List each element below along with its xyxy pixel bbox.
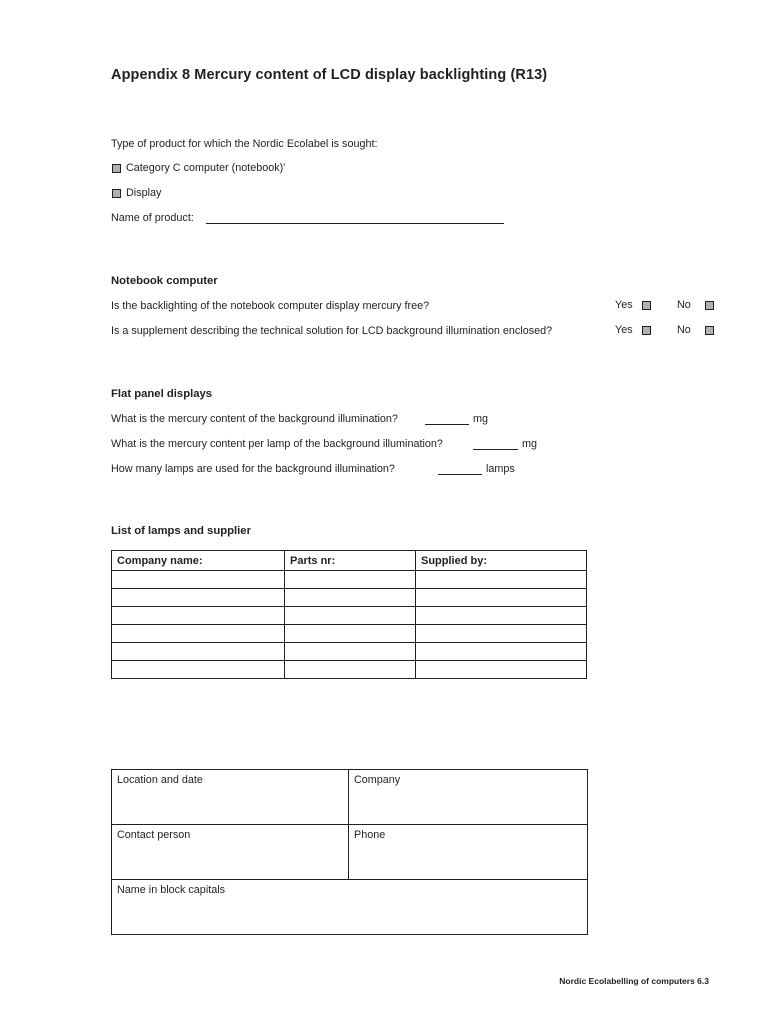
lamp-count-unit: lamps — [486, 463, 515, 475]
notebook-question-mercury-free: Is the backlighting of the notebook computer display mercury free? — [111, 300, 430, 312]
contact-person-field[interactable] — [112, 825, 349, 880]
phone-field[interactable] — [349, 825, 588, 880]
mercury-per-lamp-question: What is the mercury content per lamp of the background illumination? — [111, 438, 443, 450]
supplier-cell[interactable] — [416, 607, 587, 625]
mercury-per-lamp-unit: mg — [522, 438, 537, 450]
supplement-yes-checkbox[interactable] — [642, 326, 651, 335]
lamps-heading: List of lamps and supplier — [111, 525, 251, 537]
supplement-no-checkbox[interactable] — [705, 326, 714, 335]
company-field[interactable] — [349, 770, 588, 825]
table-row — [112, 607, 587, 625]
mercury-content-field[interactable] — [425, 424, 469, 425]
table-row — [112, 571, 587, 589]
lamp-count-field[interactable] — [438, 474, 482, 475]
company-cell[interactable] — [112, 607, 285, 625]
parts-cell[interactable] — [285, 625, 416, 643]
supplier-cell[interactable] — [416, 625, 587, 643]
table-row — [112, 643, 587, 661]
mercury-free-no-checkbox[interactable] — [705, 301, 714, 310]
parts-cell[interactable] — [285, 607, 416, 625]
notebook-heading: Notebook computer — [111, 275, 218, 287]
company-cell[interactable] — [112, 625, 285, 643]
mercury-content-unit: mg — [473, 413, 488, 425]
lamps-table — [111, 550, 587, 679]
no-label: No — [677, 299, 691, 311]
supplier-cell[interactable] — [416, 643, 587, 661]
location-date-field[interactable] — [112, 770, 349, 825]
flat-panel-heading: Flat panel displays — [111, 388, 213, 400]
company-cell[interactable] — [112, 589, 285, 607]
column-header-parts: Parts nr: — [285, 551, 416, 571]
block-capitals-field[interactable] — [112, 880, 588, 935]
location-date-label: Location and date — [117, 774, 203, 786]
category-c-checkbox[interactable] — [112, 164, 121, 173]
product-name-field[interactable] — [206, 223, 504, 224]
parts-cell[interactable] — [285, 661, 416, 679]
page-title: Appendix 8 Mercury content of LCD display backlighting (R13) — [111, 67, 548, 83]
page-footer: Nordic Ecolabelling of computers 6.3 — [559, 976, 709, 986]
table-header-row — [112, 551, 587, 571]
mercury-content-question: What is the mercury content of the background illumination? — [111, 413, 398, 425]
display-checkbox[interactable] — [112, 189, 121, 198]
signature-table — [111, 769, 588, 935]
category-c-label: Category C computer (notebook)' — [126, 162, 286, 174]
contact-person-label: Contact person — [117, 829, 191, 841]
table-row — [112, 661, 587, 679]
table-row — [112, 589, 587, 607]
lamp-count-question: How many lamps are used for the background illumination? — [111, 463, 395, 475]
no-label: No — [677, 324, 691, 336]
company-cell[interactable] — [112, 661, 285, 679]
supplier-cell[interactable] — [416, 571, 587, 589]
column-header-supplier: Supplied by: — [416, 551, 587, 571]
supplier-cell[interactable] — [416, 661, 587, 679]
company-label: Company — [354, 774, 401, 786]
yes-label: Yes — [615, 299, 633, 311]
display-label: Display — [126, 187, 162, 199]
parts-cell[interactable] — [285, 571, 416, 589]
mercury-free-yes-checkbox[interactable] — [642, 301, 651, 310]
supplier-cell[interactable] — [416, 589, 587, 607]
column-header-company: Company name: — [112, 551, 285, 571]
notebook-question-supplement: Is a supplement describing the technical solution for LCD background illumination enclosed? — [111, 325, 553, 337]
table-row — [112, 625, 587, 643]
company-cell[interactable] — [112, 571, 285, 589]
parts-cell[interactable] — [285, 589, 416, 607]
product-type-question: Type of product for which the Nordic Ecolabel is sought: — [111, 138, 378, 150]
yes-label: Yes — [615, 324, 633, 336]
product-name-label: Name of product: — [111, 212, 194, 224]
company-cell[interactable] — [112, 643, 285, 661]
mercury-per-lamp-field[interactable] — [473, 449, 518, 450]
phone-label: Phone — [354, 829, 386, 841]
block-capitals-label: Name in block capitals — [117, 884, 226, 896]
parts-cell[interactable] — [285, 643, 416, 661]
